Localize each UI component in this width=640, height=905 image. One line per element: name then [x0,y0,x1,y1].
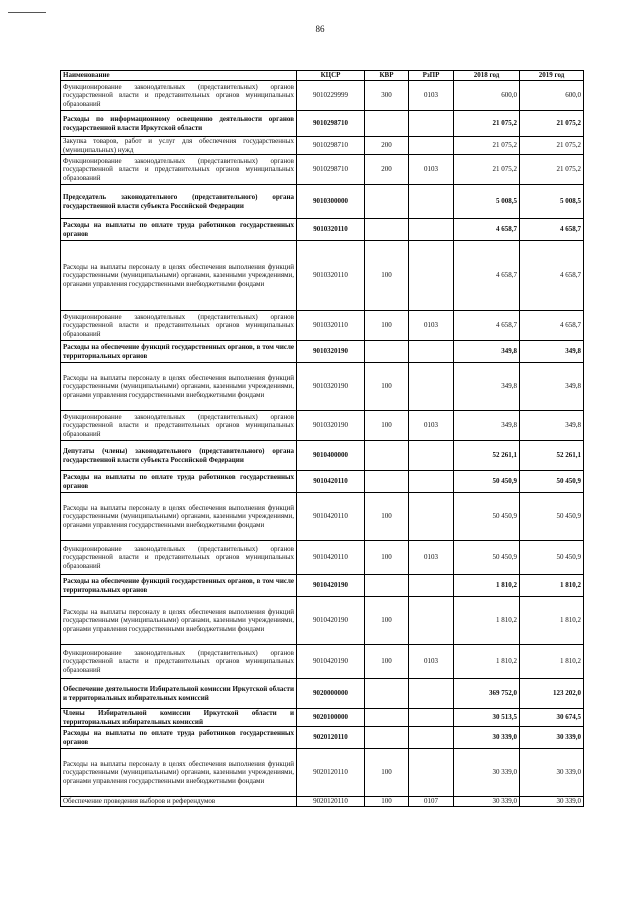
row-amount-2019: 21 075,2 [520,137,584,155]
table-row [61,111,584,137]
row-amount-2018: 600,0 [454,81,520,111]
table-row [61,575,584,597]
table-row [61,749,584,797]
row-name: Депутаты (члены) законодательного (представительного) органа государственной власти субъекта Российской Федерации [61,441,297,471]
row-kvr [365,219,409,241]
row-kvr [365,185,409,219]
row-kcsr: 9020120110 [297,749,365,797]
row-kvr: 100 [365,363,409,411]
row-amount-2019: 349,8 [520,341,584,363]
table-row [61,311,584,341]
row-kcsr: 9010229999 [297,81,365,111]
row-amount-2019: 50 450,9 [520,493,584,541]
row-amount-2018: 349,8 [454,341,520,363]
row-amount-2018: 30 339,0 [454,749,520,797]
row-kcsr: 9010320110 [297,241,365,311]
row-amount-2019: 349,8 [520,411,584,441]
row-name: Обеспечение проведения выборов и референдумов [61,797,297,807]
row-amount-2019: 1 810,2 [520,645,584,679]
row-kcsr: 9010420110 [297,471,365,493]
table-row [61,797,584,807]
row-kcsr: 9020120110 [297,797,365,807]
row-kcsr: 9010298710 [297,155,365,185]
row-amount-2019: 52 261,1 [520,441,584,471]
row-rzpr [409,727,454,749]
row-name: Расходы на выплаты по оплате труда работников государственных органов [61,727,297,749]
row-rzpr [409,575,454,597]
row-amount-2019: 21 075,2 [520,155,584,185]
row-name: Председатель законодательного (представительного) органа государственной власти субъекта Российской Федерации [61,185,297,219]
row-amount-2018: 369 752,0 [454,679,520,709]
row-rzpr [409,111,454,137]
row-kcsr: 9010320190 [297,363,365,411]
row-kvr: 100 [365,597,409,645]
table-row [61,727,584,749]
row-amount-2018: 21 075,2 [454,111,520,137]
row-rzpr: 0103 [409,81,454,111]
row-amount-2019: 30 339,0 [520,797,584,807]
row-rzpr [409,709,454,727]
row-kvr [365,471,409,493]
header-rzpr: РзПР [409,71,454,81]
row-name: Закупка товаров, работ и услуг для обеспечения государственных (муниципальных) нужд [61,137,297,155]
table-row [61,341,584,363]
row-rzpr: 0103 [409,155,454,185]
row-kvr: 100 [365,241,409,311]
row-rzpr: 0107 [409,797,454,807]
row-name: Функционирование законодательных (представительных) органов государственной власти и представительных органов муниципальных образований [61,541,297,575]
row-amount-2018: 50 450,9 [454,541,520,575]
row-kvr: 100 [365,749,409,797]
row-amount-2019: 50 450,9 [520,471,584,493]
table-row [61,493,584,541]
row-kvr [365,111,409,137]
row-amount-2018: 52 261,1 [454,441,520,471]
table-row [61,219,584,241]
table-row [61,137,584,155]
row-name: Расходы на обеспечение функций государственных органов, в том числе территориальных органов [61,575,297,597]
row-amount-2018: 4 658,7 [454,219,520,241]
scan-artifact-line [8,12,46,13]
row-rzpr [409,341,454,363]
table-header-row [61,71,584,81]
row-amount-2018: 1 810,2 [454,597,520,645]
row-amount-2018: 21 075,2 [454,155,520,185]
table-row [61,241,584,311]
header-kcsr: КЦСР [297,71,365,81]
row-kcsr: 9020100000 [297,709,365,727]
row-rzpr [409,241,454,311]
row-rzpr [409,749,454,797]
header-2018: 2018 год [454,71,520,81]
row-rzpr [409,137,454,155]
row-kvr [365,575,409,597]
header-kvr: КВР [365,71,409,81]
row-kcsr: 9010320190 [297,411,365,441]
row-rzpr [409,363,454,411]
row-name: Расходы по информационному освещению деятельности органов государственной власти Иркутской области [61,111,297,137]
row-amount-2019: 123 202,0 [520,679,584,709]
row-name: Функционирование законодательных (представительных) органов государственной власти и представительных органов муниципальных образований [61,311,297,341]
row-amount-2018: 1 810,2 [454,645,520,679]
row-rzpr [409,493,454,541]
row-amount-2018: 349,8 [454,411,520,441]
row-name: Расходы на выплаты персоналу в целях обеспечения выполнения функций государственными (муниципальными) органами, казенными учреждениями, органами управления государственными внебюджетными фондами [61,749,297,797]
row-name: Расходы на выплаты персоналу в целях обеспечения выполнения функций государственными (муниципальными) органами, казенными учреждениями, органами управления государственными внебюджетными фондами [61,241,297,311]
row-amount-2018: 30 339,0 [454,727,520,749]
row-amount-2019: 30 674,5 [520,709,584,727]
row-name: Расходы на выплаты персоналу в целях обеспечения выполнения функций государственными (муниципальными) органами, казенными учреждениями, органами управления государственными внебюджетными фондами [61,597,297,645]
budget-table [60,70,584,807]
row-kvr [365,727,409,749]
row-kvr: 200 [365,137,409,155]
row-amount-2018: 50 450,9 [454,471,520,493]
row-amount-2019: 4 658,7 [520,311,584,341]
row-rzpr: 0103 [409,645,454,679]
row-rzpr [409,441,454,471]
header-2019: 2019 год [520,71,584,81]
row-kcsr: 9010420110 [297,493,365,541]
row-kcsr: 9010320190 [297,341,365,363]
row-amount-2018: 30 513,5 [454,709,520,727]
table-row [61,645,584,679]
table-row [61,363,584,411]
row-rzpr: 0103 [409,411,454,441]
row-kcsr: 9010320110 [297,311,365,341]
row-kcsr: 9010298710 [297,137,365,155]
row-kcsr: 9010420190 [297,645,365,679]
row-amount-2018: 4 658,7 [454,311,520,341]
row-amount-2018: 50 450,9 [454,493,520,541]
header-name: Наименование [61,71,297,81]
row-name: Расходы на выплаты персоналу в целях обеспечения выполнения функций государственными (муниципальными) органами, казенными учреждениями, органами управления государственными внебюджетными фондами [61,363,297,411]
table-body [61,81,584,807]
row-name: Обеспечение деятельности Избирательной комиссии Иркутской области и территориальных избирательных комиссий [61,679,297,709]
row-amount-2018: 21 075,2 [454,137,520,155]
row-kvr [365,341,409,363]
row-amount-2018: 349,8 [454,363,520,411]
row-kvr: 100 [365,645,409,679]
row-kvr: 100 [365,493,409,541]
row-kvr: 100 [365,311,409,341]
row-amount-2019: 1 810,2 [520,575,584,597]
row-amount-2019: 30 339,0 [520,749,584,797]
row-name: Расходы на выплаты по оплате труда работников государственных органов [61,219,297,241]
row-name: Члены Избирательной комиссии Иркутской области и территориальных избирательных комиссий [61,709,297,727]
page-number: 86 [315,24,325,34]
row-kcsr: 9010420190 [297,597,365,645]
row-name: Расходы на обеспечение функций государственных органов, в том числе территориальных органов [61,341,297,363]
row-kvr: 100 [365,541,409,575]
row-rzpr: 0103 [409,311,454,341]
table-row [61,441,584,471]
row-name: Функционирование законодательных (представительных) органов государственной власти и представительных органов муниципальных образований [61,81,297,111]
row-name: Расходы на выплаты по оплате труда работников государственных органов [61,471,297,493]
row-rzpr [409,471,454,493]
row-kcsr: 9010298710 [297,111,365,137]
row-amount-2019: 600,0 [520,81,584,111]
row-kcsr: 9010320110 [297,219,365,241]
row-kcsr: 9010300000 [297,185,365,219]
table-row [61,155,584,185]
row-kvr: 300 [365,81,409,111]
table-row [61,709,584,727]
row-rzpr [409,219,454,241]
row-amount-2019: 30 339,0 [520,727,584,749]
row-amount-2019: 4 658,7 [520,241,584,311]
row-kvr: 200 [365,155,409,185]
table-row [61,541,584,575]
row-amount-2019: 21 075,2 [520,111,584,137]
row-kcsr: 9020000000 [297,679,365,709]
row-amount-2019: 4 658,7 [520,219,584,241]
table-row [61,185,584,219]
row-kvr [365,679,409,709]
row-kvr: 100 [365,797,409,807]
row-name: Функционирование законодательных (представительных) органов государственной власти и представительных органов муниципальных образований [61,411,297,441]
row-amount-2019: 349,8 [520,363,584,411]
row-amount-2018: 1 810,2 [454,575,520,597]
row-amount-2019: 50 450,9 [520,541,584,575]
row-kcsr: 9010420190 [297,575,365,597]
row-amount-2018: 5 008,5 [454,185,520,219]
row-kvr: 100 [365,411,409,441]
row-rzpr [409,185,454,219]
row-name: Функционирование законодательных (представительных) органов государственной власти и представительных органов муниципальных образований [61,645,297,679]
row-kcsr: 9010400000 [297,441,365,471]
row-kcsr: 9020120110 [297,727,365,749]
row-amount-2018: 4 658,7 [454,241,520,311]
table-row [61,679,584,709]
row-amount-2019: 5 008,5 [520,185,584,219]
row-amount-2019: 1 810,2 [520,597,584,645]
row-kvr [365,709,409,727]
row-name: Расходы на выплаты персоналу в целях обеспечения выполнения функций государственными (муниципальными) органами, казенными учреждениями, органами управления государственными внебюджетными фондами [61,493,297,541]
row-rzpr [409,679,454,709]
row-kvr [365,441,409,471]
row-name: Функционирование законодательных (представительных) органов государственной власти и представительных органов муниципальных образований [61,155,297,185]
table-row [61,411,584,441]
row-rzpr [409,597,454,645]
table-row [61,81,584,111]
table-row [61,597,584,645]
row-kcsr: 9010420110 [297,541,365,575]
table-row [61,471,584,493]
row-amount-2018: 30 339,0 [454,797,520,807]
row-rzpr: 0103 [409,541,454,575]
